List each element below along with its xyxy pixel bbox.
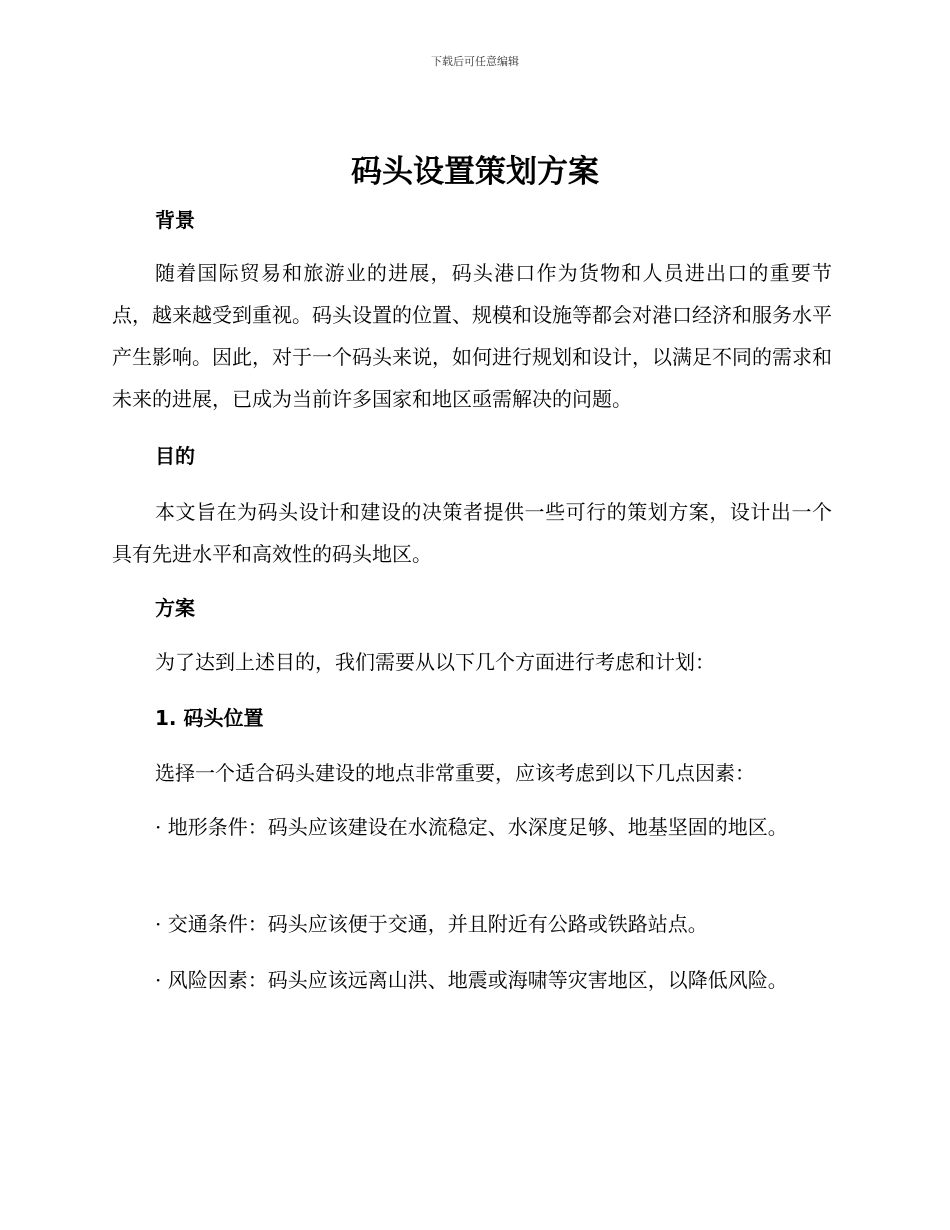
background-paragraph: 随着国际贸易和旅游业的进展，码头港口作为货物和人员进出口的重要节点，越来越受到重视。码头设置的位置、规模和设施等都会对港口经济和服务水平产生影响。因此，对于一个码头来说，如何进行规划和设计，以满足不同的需求和未来的进展，已成为当前许多国家和地区亟需解决的问题。	[112, 261, 832, 411]
purpose-paragraph: 本文旨在为码头设计和建设的决策者提供一些可行的策划方案，设计出一个具有先进水平和高效性的码头地区。	[112, 500, 832, 566]
plan-intro-paragraph: 为了达到上述目的，我们需要从以下几个方面进行考虑和计划：	[155, 650, 715, 674]
location-intro-paragraph: 选择一个适合码头建设的地点非常重要，应该考虑到以下几点因素：	[155, 761, 755, 785]
section-heading-plan: 方案	[155, 596, 195, 620]
section-heading-purpose: 目的	[155, 444, 195, 468]
document-title: 码头设置策划方案	[351, 154, 599, 190]
header-note: 下载后可任意编辑	[431, 55, 519, 68]
section-heading-background: 背景	[155, 208, 195, 232]
subsection-heading-location: 1. 码头位置	[155, 706, 264, 730]
bullet-terrain: · 地形条件：码头应该建设在水流稳定、水深度足够、地基坚固的地区。	[155, 815, 788, 839]
bullet-traffic: · 交通条件：码头应该便于交通，并且附近有公路或铁路站点。	[155, 912, 708, 936]
bullet-risk: · 风险因素：码头应该远离山洪、地震或海啸等灾害地区，以降低风险。	[155, 968, 788, 992]
